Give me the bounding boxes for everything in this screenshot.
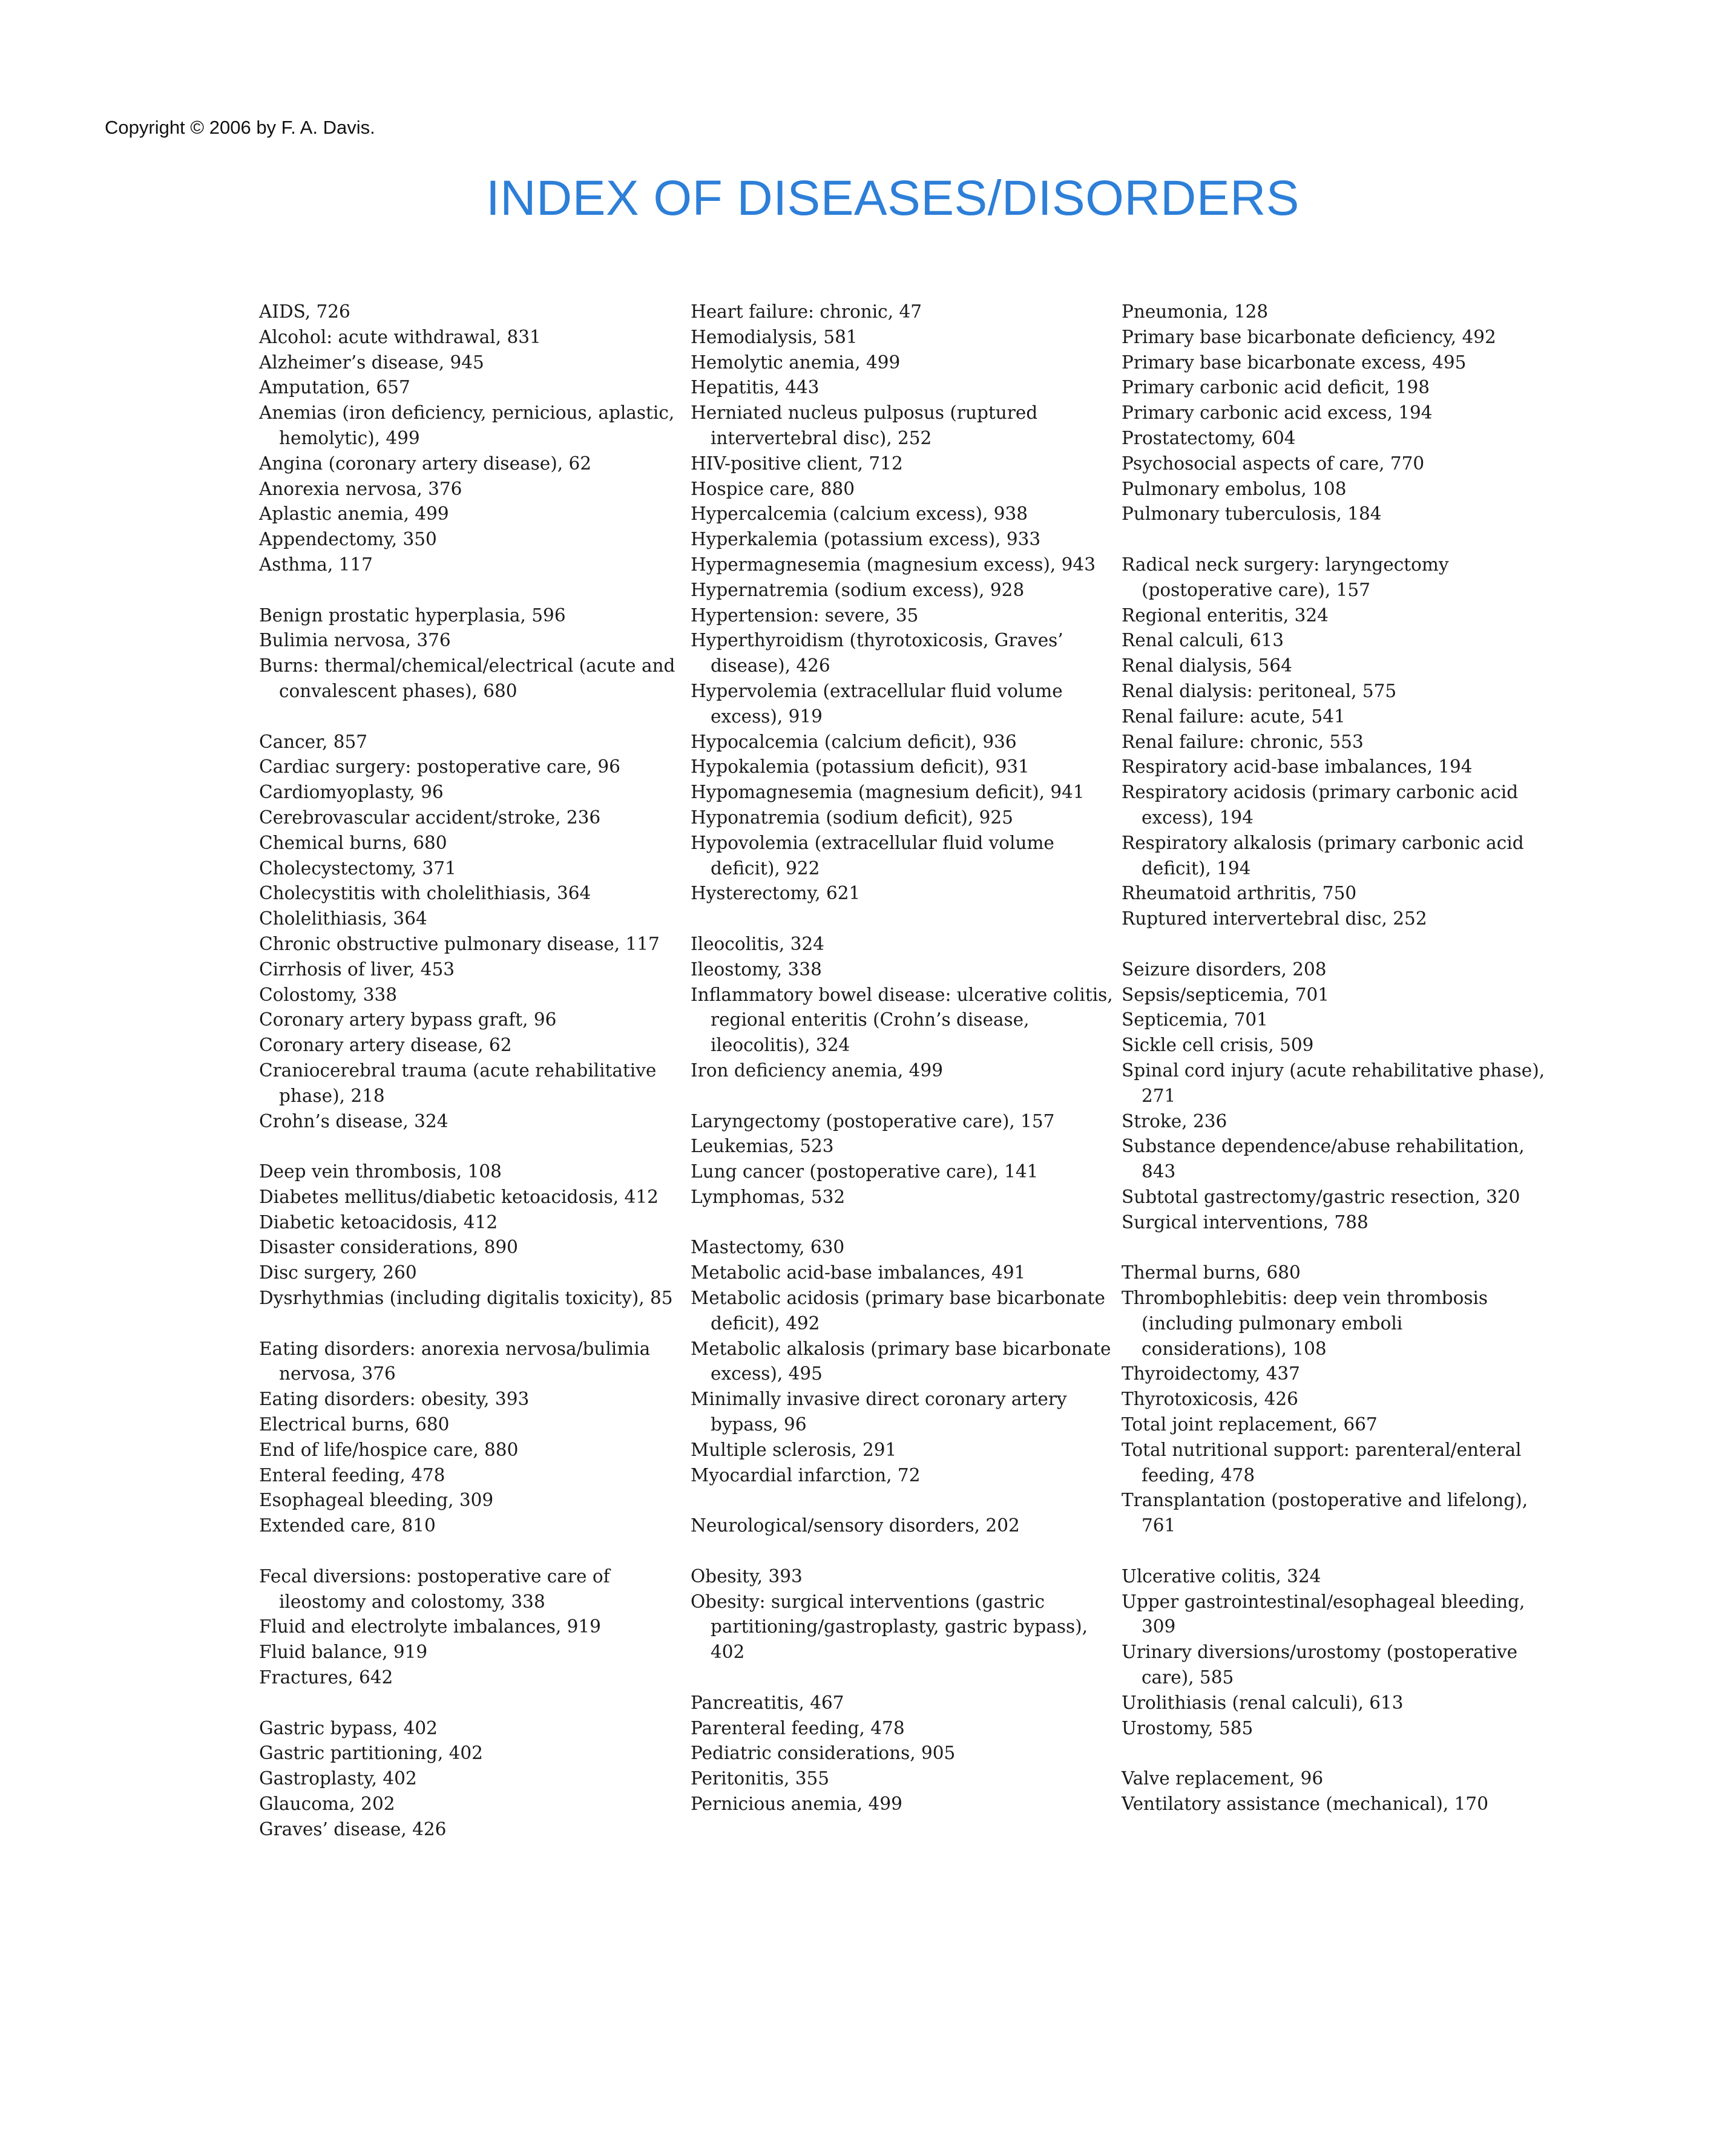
index-entry: Pneumonia, 128	[1122, 301, 1269, 322]
index-entry: Substance dependence/abuse rehabilitation, 843	[1122, 1136, 1525, 1182]
index-entry: Diabetic ketoacidosis, 412	[259, 1211, 498, 1233]
index-entry: Pediatric considerations, 905	[691, 1743, 956, 1764]
index-entry: Enteral feeding, 478	[259, 1464, 445, 1486]
index-entry: End of life/hospice care, 880	[259, 1439, 519, 1460]
index-entry: Hypervolemia (extracellular fluid volume excess), 919	[691, 680, 1063, 727]
index-entry: Heart failure: chronic, 47	[691, 301, 922, 322]
index-letter-group	[691, 1691, 1114, 1817]
index-entry: Metabolic alkalosis (primary base bicarbonate excess), 495	[691, 1338, 1111, 1384]
index-entry: Subtotal gastrectomy/gastric resection, 320	[1122, 1186, 1520, 1207]
index-entry: Fecal diversions: postoperative care of ileostomy and colostomy, 338	[259, 1565, 610, 1612]
index-entry: Renal dialysis, 564	[1122, 655, 1292, 677]
index-entry: Chronic obstructive pulmonary disease, 117	[259, 933, 660, 954]
index-entry: Sepsis/septicemia, 701	[1122, 984, 1330, 1005]
index-entry: Alcohol: acute withdrawal, 831	[259, 326, 541, 347]
index-entry: Minimally invasive direct coronary artery bypass, 96	[691, 1389, 1067, 1435]
index-entry: Seizure disorders, 208	[1122, 958, 1327, 980]
index-entry: Hyponatremia (sodium deficit), 925	[691, 807, 1013, 828]
index-entry: Craniocerebral trauma (acute rehabilitative phase), 218	[259, 1060, 657, 1106]
index-entry: Obesity: surgical interventions (gastric partitioning/gastroplasty, gastric bypass), 402	[691, 1591, 1088, 1663]
index-entry: Primary carbonic acid excess, 194	[1122, 402, 1433, 424]
index-entry: Asthma, 117	[259, 554, 373, 575]
index-entry: Metabolic acid-base imbalances, 491	[691, 1262, 1026, 1283]
index-entry: Hyperthyroidism (thyrotoxicosis, Graves’ disease), 426	[691, 630, 1063, 677]
index-entry: Neurological/sensory disorders, 202	[691, 1515, 1020, 1536]
index-entry: Ileostomy, 338	[691, 958, 822, 980]
index-entry: Peritonitis, 355	[691, 1768, 830, 1789]
index-letter-group	[259, 1337, 683, 1539]
index-entry: Radical neck surgery: laryngectomy (postoperative care), 157	[1122, 554, 1449, 600]
index-letter-group	[691, 932, 1114, 1084]
index-entry: Pulmonary tuberculosis, 184	[1122, 503, 1382, 525]
index-letter-group	[259, 730, 683, 1135]
page-title: INDEX OF DISEASES/DISORDERS	[486, 171, 1300, 226]
index-entry: Spinal cord injury (acute rehabilitative phase), 271	[1122, 1060, 1545, 1106]
index-entry: Angina (coronary artery disease), 62	[259, 453, 592, 474]
index-letter-group	[259, 1564, 683, 1691]
index-entry: Rheumatoid arthritis, 750	[1122, 883, 1357, 904]
index-entry: Ruptured intervertebral disc, 252	[1122, 908, 1427, 929]
index-entry: Laryngectomy (postoperative care), 157	[691, 1110, 1055, 1132]
index-entry: Glaucoma, 202	[259, 1794, 395, 1815]
index-letter-group	[259, 603, 683, 704]
index-entry: Pancreatitis, 467	[691, 1692, 844, 1713]
index-entry: Multiple sclerosis, 291	[691, 1439, 897, 1460]
index-entry: Thyroidectomy, 437	[1122, 1363, 1300, 1384]
index-entry: Renal failure: acute, 541	[1122, 706, 1346, 727]
index-entry: Hemodialysis, 581	[691, 326, 858, 347]
index-entry: Respiratory alkalosis (primary carbonic acid deficit), 194	[1122, 832, 1524, 879]
index-entry: Cholecystitis with cholelithiasis, 364	[259, 883, 591, 904]
index-entry: Crohn’s disease, 324	[259, 1110, 448, 1132]
index-entry: Diabetes mellitus/diabetic ketoacidosis, 412	[259, 1186, 659, 1207]
index-entry: Disaster considerations, 890	[259, 1237, 518, 1258]
index-entry: Herniated nucleus pulposus (ruptured intervertebral disc), 252	[691, 402, 1038, 448]
index-entry: AIDS, 726	[259, 301, 350, 322]
index-letter-group	[691, 1235, 1114, 1488]
index-entry: Anorexia nervosa, 376	[259, 478, 462, 499]
index-entry: Coronary artery disease, 62	[259, 1035, 512, 1056]
index-entry: Pernicious anemia, 499	[691, 1794, 902, 1815]
index-letter-group	[1122, 1766, 1545, 1817]
index-entry: Lymphomas, 532	[691, 1186, 846, 1207]
index-entry: Lung cancer (postoperative care), 141	[691, 1161, 1039, 1182]
index-entry: Respiratory acid-base imbalances, 194	[1122, 756, 1473, 778]
index-entry: Pulmonary embolus, 108	[1122, 478, 1347, 499]
index-letter-group	[259, 1716, 683, 1843]
index-entry: Hypertension: severe, 35	[691, 605, 919, 626]
index-entry: Amputation, 657	[259, 377, 410, 398]
index-letter-group	[1122, 552, 1545, 932]
index-entry: Prostatectomy, 604	[1122, 427, 1296, 448]
index-entry: Urolithiasis (renal calculi), 613	[1122, 1692, 1404, 1713]
index-entry: Myocardial infarction, 72	[691, 1464, 921, 1486]
index-entry: Leukemias, 523	[691, 1136, 834, 1157]
index-entry: Benign prostatic hyperplasia, 596	[259, 605, 566, 626]
index-entry: Iron deficiency anemia, 499	[691, 1060, 943, 1081]
index-entry: Primary carbonic acid deficit, 198	[1122, 377, 1430, 398]
index-entry: Fluid balance, 919	[259, 1642, 428, 1663]
index-entry: Primary base bicarbonate deficiency, 492	[1122, 326, 1496, 347]
index-entry: Hypernatremia (sodium excess), 928	[691, 579, 1025, 600]
index-entry: Disc surgery, 260	[259, 1262, 417, 1283]
index-entry: Parenteral feeding, 478	[691, 1717, 905, 1738]
index-entry: Cholelithiasis, 364	[259, 908, 427, 929]
index-entry: Ulcerative colitis, 324	[1122, 1565, 1321, 1587]
index-entry: Cerebrovascular accident/stroke, 236	[259, 807, 601, 828]
index-entry: Aplastic anemia, 499	[259, 503, 449, 525]
index-entry: Total joint replacement, 667	[1122, 1414, 1378, 1435]
index-entry: Renal failure: chronic, 553	[1122, 731, 1364, 752]
index-entry: Stroke, 236	[1122, 1110, 1227, 1132]
index-entry: Eating disorders: obesity, 393	[259, 1389, 530, 1410]
index-entry: Total nutritional support: parenteral/enteral feeding, 478	[1122, 1439, 1522, 1486]
index-entry: Bulimia nervosa, 376	[259, 630, 451, 651]
index-entry: Hypokalemia (potassium deficit), 931	[691, 756, 1030, 778]
index-entry: Regional enteritis, 324	[1122, 605, 1329, 626]
index-entry: Psychosocial aspects of care, 770	[1122, 453, 1425, 474]
index-entry: Cardiomyoplasty, 96	[259, 782, 444, 803]
index-entry: Inflammatory bowel disease: ulcerative colitis, regional enteritis (Crohn’s disease, ileocolitis), 324	[691, 984, 1113, 1056]
index-entry: Thermal burns, 680	[1122, 1262, 1301, 1283]
index-entry: Cancer, 857	[259, 731, 368, 752]
index-column-3	[1122, 300, 1545, 1817]
index-entry: Hypercalcemia (calcium excess), 938	[691, 503, 1028, 525]
index-entry: Septicemia, 701	[1122, 1009, 1268, 1030]
index-entry: Cirrhosis of liver, 453	[259, 958, 455, 980]
index-entry: Metabolic acidosis (primary base bicarbonate deficit), 492	[691, 1288, 1105, 1334]
index-entry: Fluid and electrolyte imbalances, 919	[259, 1616, 601, 1637]
index-entry: Coronary artery bypass graft, 96	[259, 1009, 557, 1030]
index-entry: Surgical interventions, 788	[1122, 1211, 1368, 1233]
index-entry: Respiratory acidosis (primary carbonic acid excess), 194	[1122, 782, 1519, 828]
index-entry: Cardiac surgery: postoperative care, 96	[259, 756, 620, 778]
index-entry: Primary base bicarbonate excess, 495	[1122, 352, 1467, 373]
index-entry: Urinary diversions/urostomy (postoperative care), 585	[1122, 1642, 1518, 1688]
index-entry: Burns: thermal/chemical/electrical (acute and convalescent phases), 680	[259, 655, 675, 701]
index-entry: Upper gastrointestinal/esophageal bleeding, 309	[1122, 1591, 1525, 1637]
index-entry: Anemias (iron deficiency, pernicious, aplastic, hemolytic), 499	[259, 402, 675, 448]
index-entry: Ventilatory assistance (mechanical), 170	[1122, 1794, 1488, 1815]
index-entry: Appendectomy, 350	[259, 529, 437, 550]
index-entry: HIV-positive client, 712	[691, 453, 903, 474]
index-entry: Hypermagnesemia (magnesium excess), 943	[691, 554, 1096, 575]
index-letter-group	[691, 1109, 1114, 1210]
index-letter-group	[1122, 957, 1545, 1236]
index-entry: Renal calculi, 613	[1122, 630, 1284, 651]
index-letter-group	[691, 1564, 1114, 1665]
index-column-1	[259, 300, 683, 1843]
index-entry: Cholecystectomy, 371	[259, 857, 456, 879]
index-entry: Gastric bypass, 402	[259, 1717, 438, 1738]
index-letter-group	[259, 1159, 683, 1311]
index-entry: Ileocolitis, 324	[691, 933, 824, 954]
index-entry: Dysrhythmias (including digitalis toxicity), 85	[259, 1288, 673, 1309]
index-letter-group	[1122, 1564, 1545, 1742]
index-letter-group	[1122, 1260, 1545, 1539]
index-entry: Hospice care, 880	[691, 478, 855, 499]
index-entry: Urostomy, 585	[1122, 1717, 1254, 1738]
index-entry: Mastectomy, 630	[691, 1237, 845, 1258]
index-entry: Hepatitis, 443	[691, 377, 820, 398]
index-letter-group	[691, 300, 1114, 906]
index-entry: Gastroplasty, 402	[259, 1768, 417, 1789]
index-entry: Fractures, 642	[259, 1667, 393, 1688]
index-entry: Electrical burns, 680	[259, 1414, 450, 1435]
index-entry: Thrombophlebitis: deep vein thrombosis (including pulmonary emboli considerations), 108	[1122, 1288, 1488, 1359]
index-entry: Hysterectomy, 621	[691, 883, 861, 904]
index-entry: Alzheimer’s disease, 945	[259, 352, 484, 373]
index-column-2	[691, 300, 1114, 1817]
index-entry: Esophageal bleeding, 309	[259, 1490, 494, 1511]
index-entry: Extended care, 810	[259, 1515, 436, 1536]
index-entry: Chemical burns, 680	[259, 832, 447, 853]
index-entry: Obesity, 393	[691, 1565, 803, 1587]
copyright-notice: Copyright © 2006 by F. A. Davis.	[105, 117, 375, 138]
index-entry: Transplantation (postoperative and lifelong), 761	[1122, 1490, 1528, 1536]
index-entry: Hemolytic anemia, 499	[691, 352, 901, 373]
index-entry: Renal dialysis: peritoneal, 575	[1122, 680, 1397, 701]
index-entry: Sickle cell crisis, 509	[1122, 1035, 1314, 1056]
index-entry: Colostomy, 338	[259, 984, 398, 1005]
index-entry: Hypomagnesemia (magnesium deficit), 941	[691, 782, 1085, 803]
index-entry: Hypocalcemia (calcium deficit), 936	[691, 731, 1017, 752]
index-letter-group	[1122, 300, 1545, 527]
index-entry: Thyrotoxicosis, 426	[1122, 1389, 1298, 1410]
index-entry: Graves’ disease, 426	[259, 1818, 447, 1840]
index-entry: Deep vein thrombosis, 108	[259, 1161, 502, 1182]
index-letter-group	[691, 1513, 1114, 1539]
index-entry: Gastric partitioning, 402	[259, 1743, 483, 1764]
index-entry: Valve replacement, 96	[1122, 1768, 1324, 1789]
index-entry: Hyperkalemia (potassium excess), 933	[691, 529, 1041, 550]
index-entry: Hypovolemia (extracellular fluid volume deficit), 922	[691, 832, 1054, 879]
index-letter-group	[259, 300, 683, 578]
index-entry: Eating disorders: anorexia nervosa/bulimia nervosa, 376	[259, 1338, 651, 1384]
